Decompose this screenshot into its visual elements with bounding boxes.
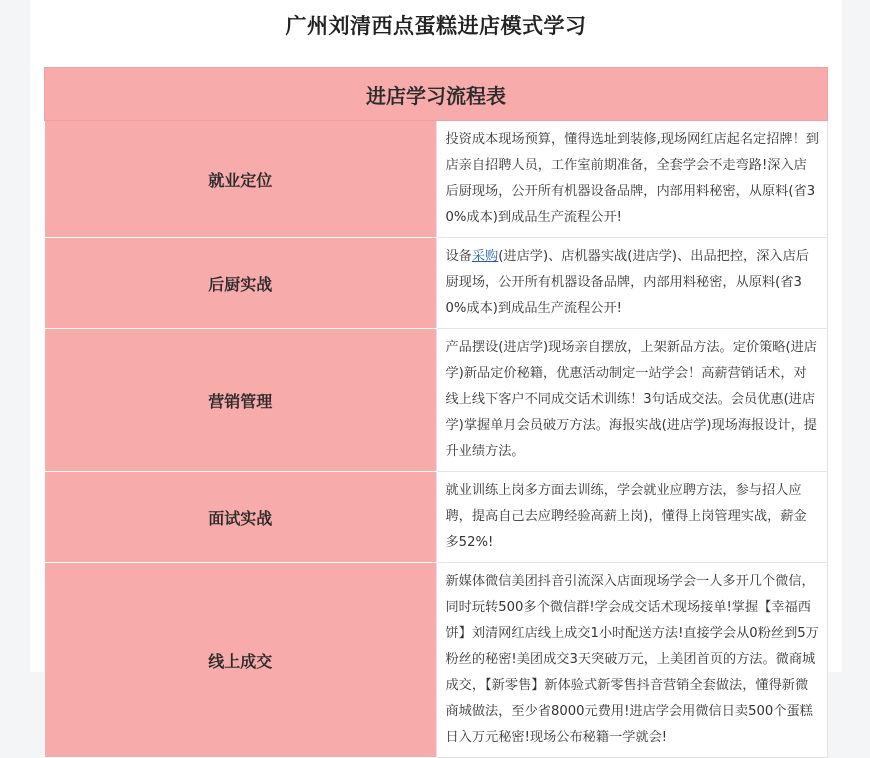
category-cell: 营销管理 — [45, 329, 437, 472]
content-card — [30, 0, 842, 745]
learning-flow-table — [44, 67, 828, 758]
table-row — [45, 329, 828, 472]
page-title: 广州刘清西点蛋糕进店模式学习 — [285, 14, 587, 38]
description-text: (进店学)、店机器实战(进店学)、出品把控，深入店后厨现场，公开所有机器设备品牌，内部用料秘密，从原料(省30%成本)到成品生产流程公开! — [445, 249, 809, 316]
description-cell: 就业训练上岗多方面去训练，学会就业应聘方法，参与招人应聘，提高自己去应聘经验高薪上岗)，懂得上岗管理实战，薪金多52%! — [436, 472, 828, 563]
description-cell: 新媒体微信美团抖音引流深入店面现场学会一人多开几个微信，同时玩转500多个微信群!学会成交话术现场接单!掌握【幸福西饼】刘清网红店线上成交1小时配送方法!直接学会从0粉丝到5万粉丝的秘密!美团成交3天突破万元，上美团首页的方法。微商城成交，【新零售】新体验式新零售抖音营销全套做法，懂得新微商城做法，至少省8000元费用!进店学会用微信日卖500个蛋糕日入万元秘密!现场公布秘籍一学就会! — [436, 563, 828, 758]
description-cell — [436, 238, 828, 329]
table-row — [45, 563, 828, 758]
table-header: 进店学习流程表 — [45, 68, 828, 121]
table-row — [45, 472, 828, 563]
purchase-link[interactable]: 采购 — [471, 249, 499, 264]
category-cell: 后厨实战 — [45, 238, 437, 329]
category-cell: 就业定位 — [45, 121, 437, 238]
description-cell: 产品摆设(进店学)现场亲自摆放，上架新品方法。定价策略(进店学)新品定价秘籍，优惠活动制定一站学会！高薪营销话术，对线上线下客户不同成交话术训练！3句话成交法。会员优惠(进店学)掌握单月会员破万方法。海报实战(进店学)现场海报设计，提升业绩方法。 — [436, 329, 828, 472]
category-cell: 线上成交 — [45, 563, 437, 758]
table-row — [45, 121, 828, 238]
category-cell: 面试实战 — [45, 472, 437, 563]
description-text: 设备 — [445, 249, 472, 264]
table-row — [45, 238, 828, 329]
description-cell: 投资成本现场预算，懂得选址到装修,现场网红店起名定招牌！到店亲自招聘人员，工作室前期准备，全套学会不走弯路!深入店后厨现场，公开所有机器设备品牌，内部用料秘密，从原料(省30%成本)到成品生产流程公开! — [436, 121, 828, 238]
